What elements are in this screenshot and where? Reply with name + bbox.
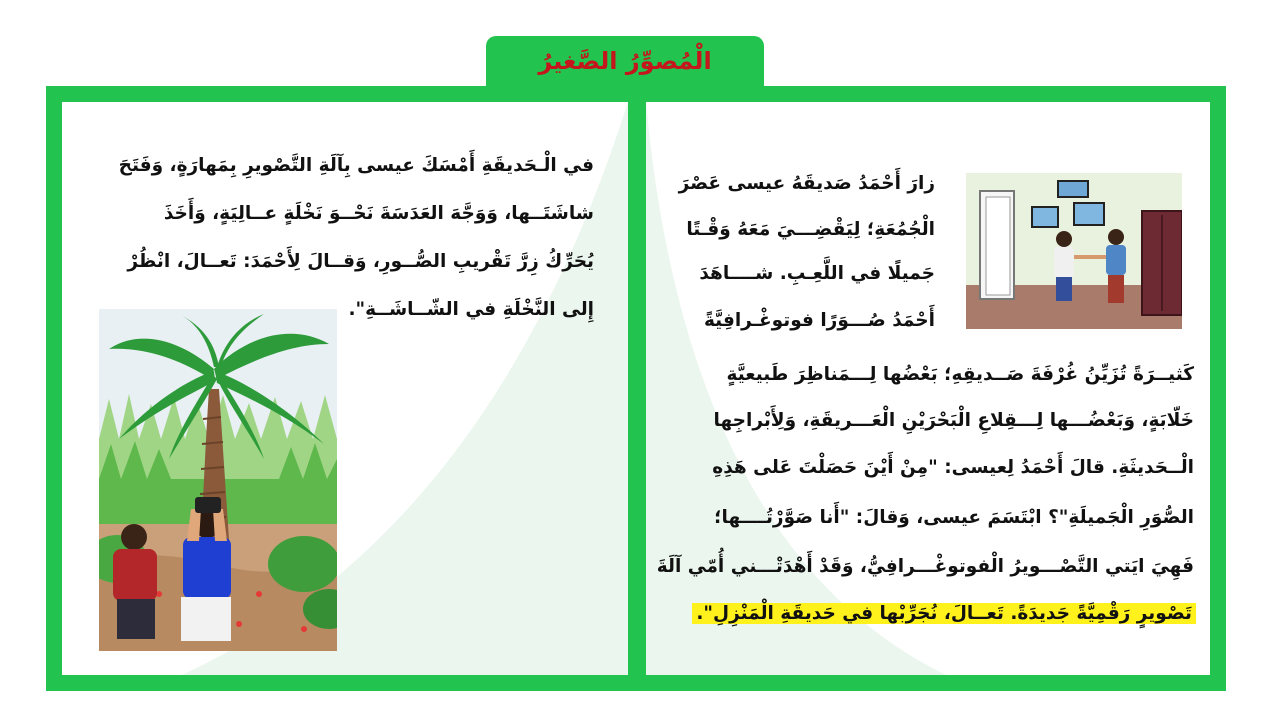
room-illustration: [966, 173, 1182, 329]
palm-tree-photographer-icon: [99, 309, 337, 651]
two-boys-shaking-hands-icon: [966, 173, 1182, 329]
title-tab: [486, 36, 764, 90]
right-top-line-2: الْجُمُعَةِ؛ لِيَقْضِـــيَ مَعَهُ وَقْـتًا: [686, 219, 935, 240]
right-top-line-4: أَحْمَدُ صُـــوَرًا فوتوغْـرافِيَّةً: [703, 310, 935, 331]
left-line-1: في الْـحَديقَةِ أَمْسَكَ عيسى بِآلَةِ التَّصْويرِ بِمَهارَةٍ، وَفَتَحَ: [118, 155, 594, 176]
page-title: الْمُصوِّرُ الصَّغيرُ: [538, 47, 712, 75]
highlighted-sentence: تَصْويرٍ رَقْمِيَّةً جَديدَةً. تَعــالَ، نُجَرِّبْها في حَديقَةِ الْمَنْزِلِ".: [692, 603, 1196, 624]
right-line-3: الْــحَديثَةِ. قالَ أَحْمَدُ لِعيسى: "مِنْ أَيْنَ حَصَلْتَ عَلى هَذِهِ: [712, 457, 1194, 478]
right-line-4: الصُّوَرِ الْجَميلَةِ"؟ ابْتَسَمَ عيسى، وَقالَ: "أَنا صَوَّرْتُــــها؛: [714, 507, 1194, 528]
left-line-4: إِلى النَّخْلَةِ في الشّــاشَــةِ".: [348, 299, 594, 320]
right-top-line-1: زارَ أَحْمَدُ صَديقَهُ عيسى عَصْرَ: [678, 173, 935, 194]
left-paragraph: [86, 142, 594, 334]
right-line-1: كَثيــرَةً تُزَيِّنُ غُرْفَةَ صَــديقِهِ؛ بَعْضُها لِـــمَناظِرَ طَبيعيَّةٍ: [726, 364, 1194, 385]
right-line-6-highlighted: [692, 603, 1196, 624]
right-top-line-3: جَميلًا في اللَّعِـبِ. شــــاهَدَ: [699, 263, 935, 284]
left-line-3: يُحَرِّكُ زِرَّ تَقْريبِ الصُّــورِ، وَقــالَ لِأَحْمَدَ: تَعــالَ، انْظُرْ: [127, 251, 594, 272]
right-line-5: فَهِيَ ايَتي التَّصْـــويرُ الْفوتوغْـــرافِيُّ، وَقَدْ أَهْدَتْـــني أُمّي آلَةَ: [656, 556, 1194, 577]
palm-tree-illustration: [99, 309, 337, 651]
left-line-2: شاشَتَــها، وَوَجَّهَ العَدَسَةَ نَحْــوَ نَخْلَةٍ عــالِيَةٍ، وَأَخَذَ: [163, 203, 594, 224]
right-line-2: خَلّابَةٍ، وَبَعْضُـــها لِـــقِلاعِ الْبَحْرَيْنِ الْعَـــريقَةِ، وَلِأَبْراجِها: [713, 410, 1194, 431]
